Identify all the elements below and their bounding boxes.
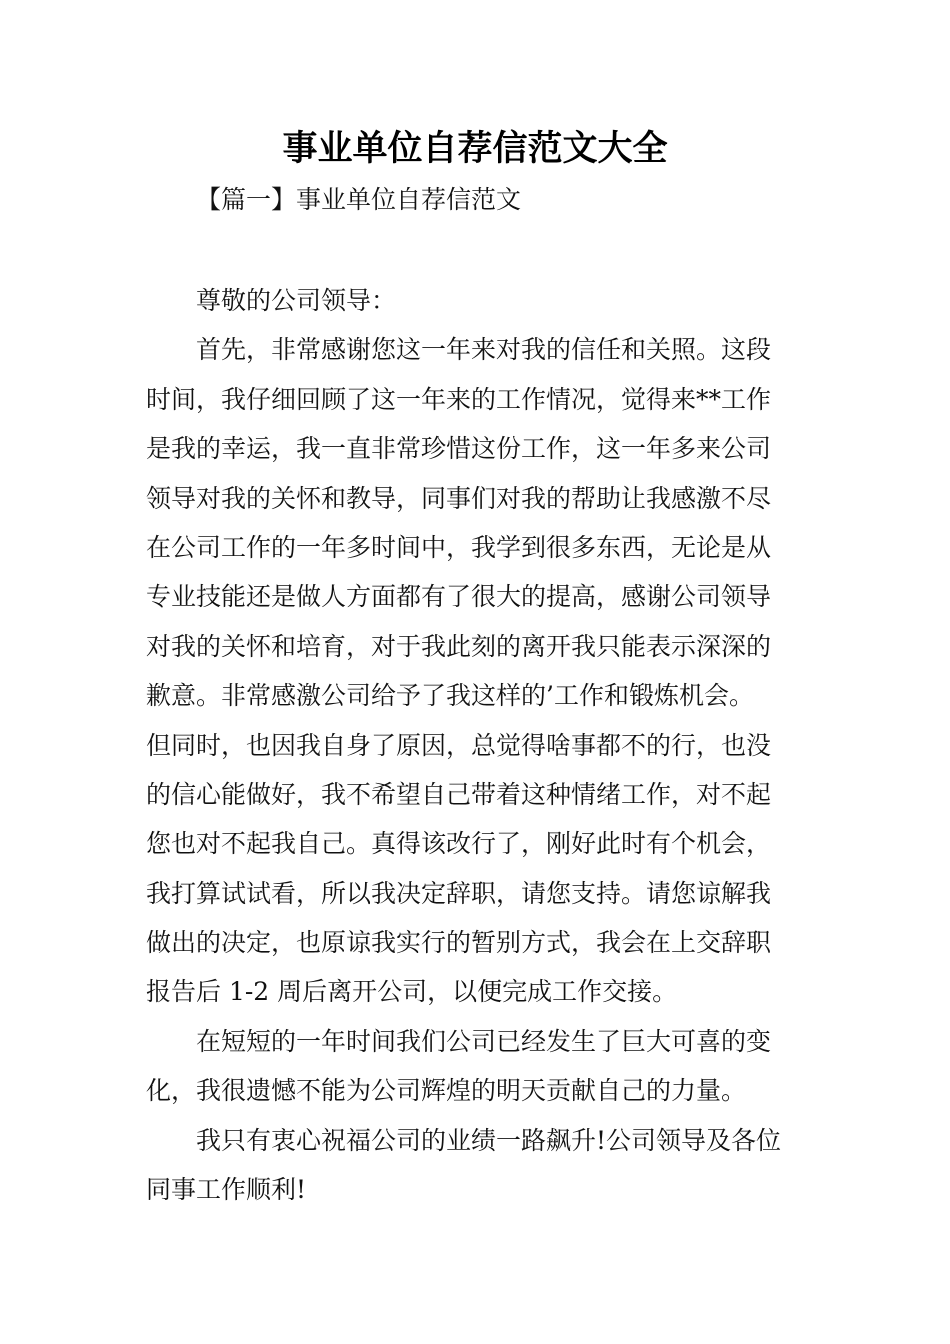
text-line: 是我的幸运，我一直非常珍惜这份工作，这一年多来公司: [146, 434, 772, 464]
document-subtitle: 【篇一】事业单位自荐信范文: [196, 185, 522, 214]
text-line: 报告后 1-2 周后离开公司，以便完成工作交接。: [146, 977, 678, 1007]
text-line: 我只有衷心祝福公司的业绩一路飙升!公司领导及各位: [196, 1125, 782, 1155]
text-line: 做出的决定，也原谅我实行的暂别方式，我会在上交辞职: [146, 928, 772, 958]
text-line: 我打算试试看，所以我决定辞职，请您支持。请您谅解我: [146, 878, 772, 908]
text-line: 化，我很遗憾不能为公司辉煌的明天贡献自己的力量。: [146, 1076, 747, 1106]
text-line: 专业技能还是做人方面都有了很大的提高，感谢公司领导: [146, 582, 772, 612]
document-body: [146, 276, 810, 1214]
document-title: 事业单位自荐信范文大全: [282, 129, 668, 169]
text-line: 尊敬的公司领导：: [196, 286, 397, 315]
text-line: 歉意。非常感激公司给予了我这样的’工作和锻炼机会。: [146, 681, 754, 711]
text-line: 在短短的一年时间我们公司已经发生了巨大可喜的变: [196, 1026, 772, 1056]
text-line: 对我的关怀和培育，对于我此刻的离开我只能表示深深的: [146, 631, 772, 661]
text-line: 的信心能做好，我不希望自己带着这种情绪工作，对不起: [146, 779, 772, 809]
text-line: 在公司工作的一年多时间中，我学到很多东西，无论是从: [146, 532, 772, 562]
text-line: 首先，非常感谢您这一年来对我的信任和关照。这段: [196, 335, 772, 365]
text-line: 领导对我的关怀和教导，同事们对我的帮助让我感激不尽: [146, 483, 772, 513]
text-line: 您也对不起我自己。真得该改行了，刚好此时有个机会，: [146, 829, 772, 859]
text-line: 时间，我仔细回顾了这一年来的工作情况，觉得来**工作: [146, 384, 772, 414]
text-line: 但同时，也因我自身了原因，总觉得啥事都不的行，也没: [146, 730, 772, 760]
text-line: 同事工作顺利!: [146, 1175, 307, 1205]
